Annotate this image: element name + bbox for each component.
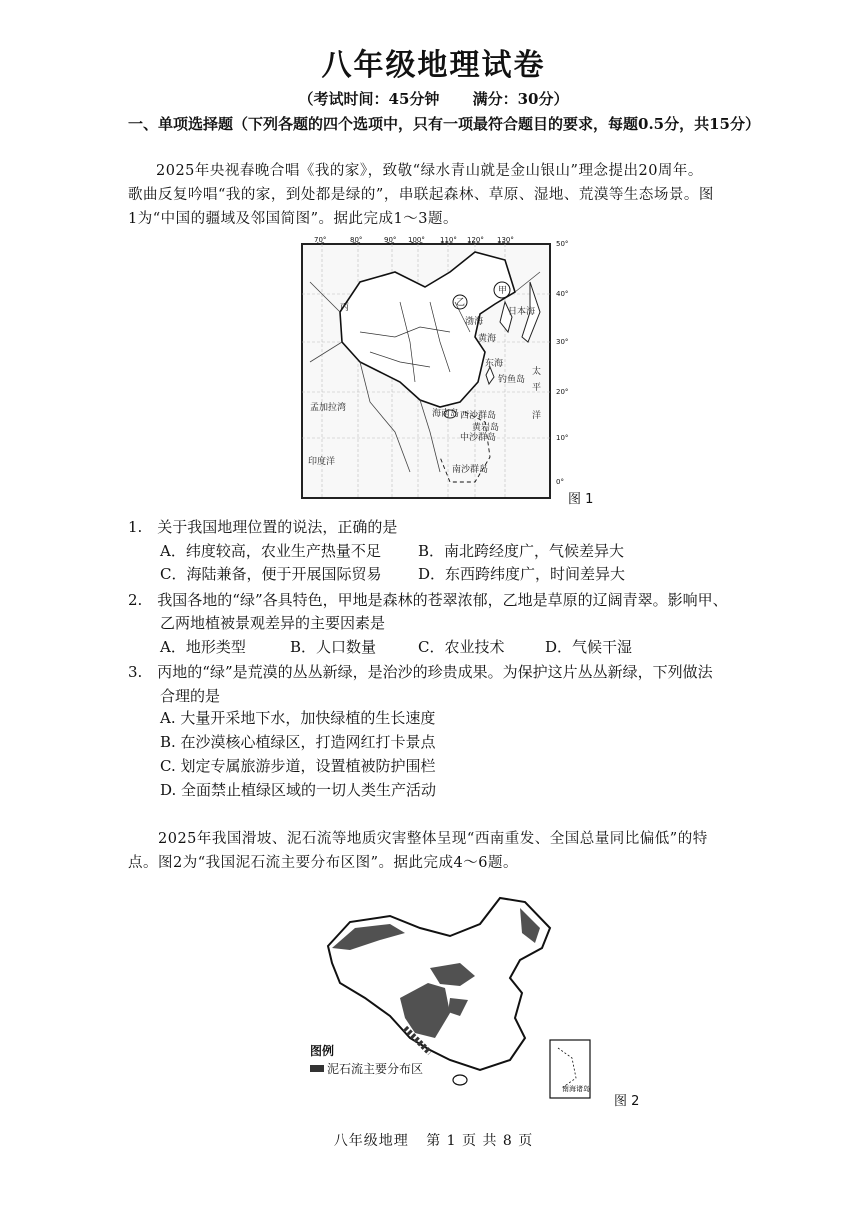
tick-100: 100°: [408, 236, 425, 244]
legend-label: 泥石流主要分布区: [327, 1062, 424, 1076]
passage2-line1: 2025年我国滑坡、泥石流等地质灾害整体呈现“西南重发、全国总量同比偏低”的特: [158, 831, 708, 847]
q2-option-b: B．人口数量: [290, 638, 377, 656]
legend-title: 图例: [310, 1044, 335, 1058]
fig1-right-ticks: [556, 240, 576, 500]
exam-info: [0, 88, 867, 109]
label-huangyan: 黄岩岛: [472, 423, 500, 433]
tick-10: 10°: [556, 434, 569, 442]
q3-option-c: C. 划定专属旅游步道，设置植被防护围栏: [160, 757, 436, 775]
china-territory-map: [300, 242, 560, 502]
passage1-line2: 歌曲反复吟唱“我的家，到处都是绿的”，串联起森林、草原、湿地、荒漠等生态场景。图: [128, 187, 714, 203]
tick-120: 120°: [467, 236, 484, 244]
figure1-caption: 图 1: [568, 492, 594, 507]
q2-option-c: C．农业技术: [418, 638, 505, 656]
passage2-line2: 点。图2为“我国泥石流主要分布区图”。据此完成4～6题。: [128, 855, 518, 871]
label-bohai: 渤海: [465, 317, 484, 327]
page-footer: [0, 1130, 867, 1150]
q3-stem-line1: 3. 丙地的“绿”是荒漠的丛丛新绿，是治沙的珍贵成果。为保护这片丛丛新绿，下列做法: [128, 663, 713, 681]
label-nansha: 南沙群岛: [452, 465, 489, 475]
label-hainan: 海南岛: [432, 409, 460, 419]
label-ping: 平: [532, 383, 542, 393]
footer-page-number: 第 1 页 共 8 页: [426, 1133, 534, 1149]
q1-option-a: A．纬度较高，农业生产热量不足: [160, 542, 381, 560]
footer-subject: 八年级地理: [333, 1133, 409, 1149]
tick-30: 30°: [556, 338, 569, 346]
figure2-caption: 图 2: [614, 1094, 640, 1109]
q1-stem: 1. 关于我国地理位置的说法，正确的是: [128, 518, 398, 536]
label-bing: 丙: [340, 303, 350, 313]
passage1-line1: 2025年央视春晚合唱《我的家》，致敬“绿水青山就是金山银山”理念提出20周年。: [156, 163, 703, 179]
tick-20: 20°: [556, 388, 569, 396]
label-jia: 甲: [498, 286, 508, 296]
tick-70: 70°: [314, 236, 327, 244]
q3-option-a: A. 大量开采地下水，加快绿植的生长速度: [160, 709, 436, 727]
q2-stem-line1: 2. 我国各地的“绿”各具特色，甲地是森林的苍翠浓郁，乙地是草原的辽阔青翠。影响甲、: [128, 591, 728, 609]
tick-90: 90°: [384, 236, 397, 244]
section-heading: 一、单项选择题（下列各题的四个选项中，只有一项最符合题目的要求，每题0.5分，共15分）: [128, 115, 760, 133]
label-yang: 洋: [532, 411, 542, 421]
passage1-line3: 1为“中国的疆域及邻国简图”。据此完成1～3题。: [128, 211, 458, 227]
q1-option-d: D．东西跨纬度广，时间差异大: [418, 565, 626, 583]
q3-option-d: D. 全面禁止植绿区域的一切人类生产活动: [160, 781, 437, 799]
label-indian-ocean: 印度洋: [308, 457, 336, 467]
tick-130: 130°: [497, 236, 514, 244]
label-donghai: 东海: [485, 359, 504, 369]
full-score: 满分：30分）: [472, 90, 569, 108]
tick-50: 50°: [556, 240, 569, 248]
figure1-map: [300, 242, 560, 502]
label-huanghai: 黄海: [478, 334, 497, 344]
page-title: 八年级地理试卷: [321, 48, 546, 83]
tick-80: 80°: [350, 236, 363, 244]
q1-option-b: B．南北跨经度广，气候差异大: [418, 542, 625, 560]
q2-stem-line2: 乙两地植被景观差异的主要因素是: [160, 614, 386, 632]
label-zhongsha: 中沙群岛: [460, 433, 497, 443]
tick-40: 40°: [556, 290, 569, 298]
tick-0: 0°: [556, 478, 564, 486]
q1-option-c: C．海陆兼备，便于开展国际贸易: [160, 565, 382, 583]
label-yi: 乙: [456, 298, 466, 308]
label-bengal: 孟加拉湾: [310, 403, 347, 413]
q2-option-a: A．地形类型: [160, 638, 246, 656]
inset-label: 南海诸岛: [562, 1085, 590, 1093]
exam-time: （考试时间：45分钟: [298, 90, 440, 108]
q3-stem-line2: 合理的是: [160, 687, 221, 705]
label-diaoyu: 钓鱼岛: [498, 375, 526, 385]
q2-option-d: D．气候干湿: [545, 638, 633, 656]
legend-swatch: [310, 1065, 324, 1072]
q3-option-b: B. 在沙漠核心植绿区，打造网红打卡景点: [160, 733, 436, 751]
legend-item: [310, 1060, 423, 1077]
label-xisha: 西沙群岛: [460, 411, 497, 421]
label-japan-sea: 日本海: [508, 307, 536, 317]
label-taiping: 太: [532, 367, 542, 377]
tick-110: 110°: [440, 236, 457, 244]
fig1-top-ticks: [300, 236, 560, 246]
